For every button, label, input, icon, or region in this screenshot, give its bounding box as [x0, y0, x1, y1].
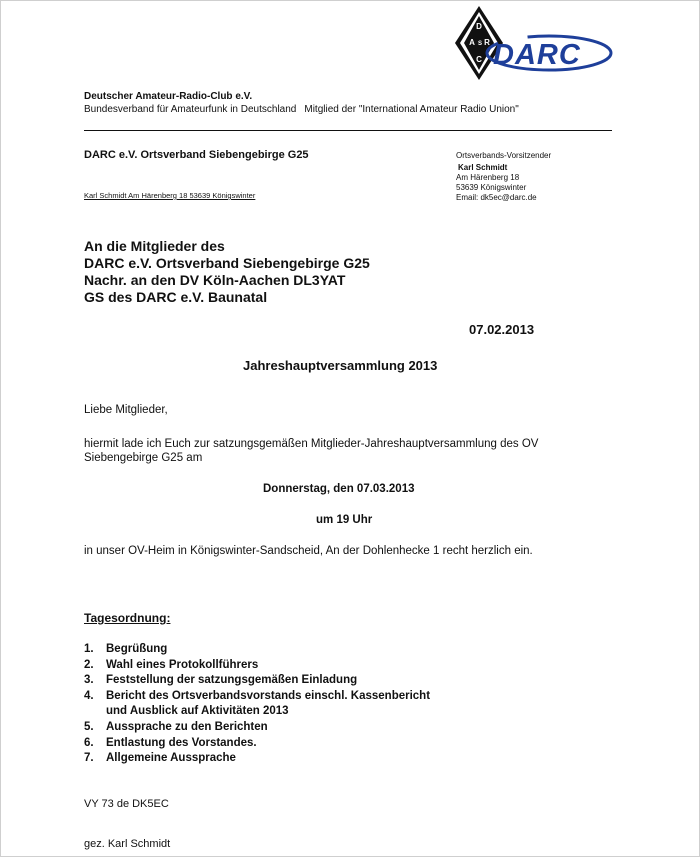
- club-name: Deutscher Amateur-Radio-Club e.V.: [84, 91, 253, 102]
- header-divider: [84, 130, 612, 131]
- agenda-item-number: 5.: [84, 720, 94, 733]
- agenda-item-text: Allgemeine Aussprache: [106, 752, 236, 765]
- contact-name: Karl Schmidt: [458, 163, 508, 172]
- diamond-letter-d: D: [476, 22, 482, 31]
- diamond-letter-a: A: [469, 38, 475, 47]
- recipients-block: [84, 238, 370, 306]
- club-subtitle-membership: Mitglied der "International Amateur Radio Union": [304, 104, 519, 115]
- contact-block: [456, 151, 551, 203]
- agenda-item-text: Wahl eines Protokollführers: [106, 658, 259, 671]
- agenda-item-text: Begrüßung: [106, 643, 168, 655]
- letter-subject: Jahreshauptversammlung 2013: [243, 358, 438, 373]
- meeting-place: in unser OV-Heim in Königswinter-Sandscheid, An der Dohlenhecke 1 recht herzlich ein.: [84, 545, 533, 557]
- agenda-item-text-block: [106, 689, 430, 720]
- agenda-item-number: 7.: [84, 752, 94, 765]
- recipient-line: An die Mitglieder des: [84, 238, 225, 254]
- agenda-item-number: 4.: [84, 689, 94, 702]
- recipient-line: GS des DARC e.V. Baunatal: [84, 289, 268, 305]
- agenda-item: [84, 751, 430, 767]
- closing-line: VY 73 de DK5EC: [84, 798, 169, 810]
- contact-email: Email: dk5ec@darc.de: [456, 193, 537, 202]
- club-subtitle-association: Bundesverband für Amateurfunk in Deutschland: [84, 104, 297, 115]
- contact-role: Ortsverbands-Vorsitzender: [456, 151, 552, 160]
- letter-date: 07.02.2013: [469, 322, 535, 337]
- contact-street: Am Härenberg 18: [456, 173, 520, 182]
- meeting-time: um 19 Uhr: [316, 514, 373, 526]
- signature-line: gez. Karl Schmidt: [84, 838, 171, 850]
- agenda-item-text: Bericht des Ortsverbandsvorstands einschl. Kassenbericht: [106, 689, 431, 702]
- contact-city: 53639 Königswinter: [456, 183, 527, 192]
- darc-wordmark: DARC: [493, 39, 581, 71]
- agenda-item-text: Aussprache zu den Berichten: [106, 720, 268, 733]
- meeting-day: Donnerstag, den 07.03.2013: [263, 483, 415, 495]
- salutation: Liebe Mitglieder,: [84, 404, 168, 416]
- recipient-line: Nachr. an den DV Köln-Aachen DL3YAT: [84, 272, 346, 288]
- agenda-item-text-continued: und Ausblick auf Aktivitäten 2013: [106, 705, 289, 718]
- agenda-item: [84, 689, 430, 720]
- agenda-item: [84, 642, 430, 658]
- agenda-item-number: 1.: [84, 643, 94, 655]
- ov-name: DARC e.V. Ortsverband Siebengebirge G25: [84, 149, 309, 161]
- agenda-list: [84, 642, 430, 767]
- agenda-item-number: 3.: [84, 674, 94, 687]
- agenda-title: Tagesordnung:: [84, 611, 171, 625]
- recipient-line: DARC e.V. Ortsverband Siebengebirge G25: [84, 255, 370, 271]
- agenda-item-number: 2.: [84, 658, 94, 671]
- agenda-item-text: Feststellung der satzungsgemäßen Einladung: [106, 674, 358, 687]
- agenda-item: [84, 658, 430, 674]
- intro-paragraph: hiermit lade ich Euch zur satzungsgemäßen Mitglieder-Jahreshauptversammlung des OV Siebengebirge G25 am: [84, 438, 539, 464]
- agenda-item: [84, 673, 430, 689]
- diamond-letter-r: R: [484, 38, 490, 47]
- club-subtitle: [84, 104, 519, 115]
- agenda-item-text: Entlastung des Vorstandes.: [106, 736, 257, 749]
- agenda-item-number: 6.: [84, 736, 94, 749]
- sender-address-line: Karl Schmidt Am Härenberg 18 53639 Königswinter: [84, 191, 256, 200]
- diamond-letter-c: C: [476, 55, 482, 64]
- agenda-item: [84, 720, 430, 736]
- diamond-letter-s: S: [477, 41, 483, 47]
- agenda-item: [84, 736, 430, 752]
